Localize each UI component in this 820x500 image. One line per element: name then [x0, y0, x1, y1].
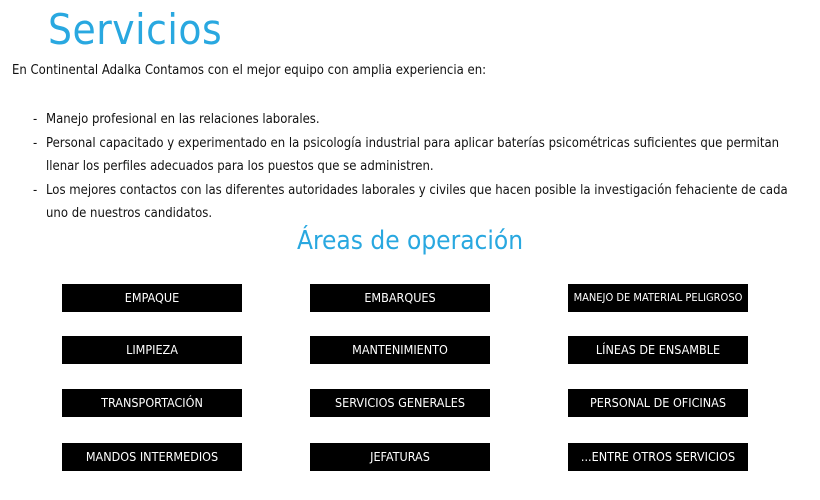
bullet-dash: -	[33, 112, 38, 127]
intro-text: En Continental Adalka Contamos con el mejor equipo con amplia experiencia en:	[12, 63, 487, 78]
area-lineas-de-ensamble: LÍNEAS DE ENSAMBLE	[568, 336, 748, 364]
bullet-dash: -	[33, 182, 38, 198]
page-title: Servicios	[48, 5, 223, 54]
area-manejo-material-peligroso: MANEJO DE MATERIAL PELIGROSO	[568, 284, 748, 312]
list-item-text: Los mejores contactos con las diferentes autoridades laborales y civiles que hacen posible la investigación fehaciente de cada uno de nuestros candidatos.	[46, 182, 788, 221]
list-item-text: Manejo profesional en las relaciones laborales.	[46, 112, 320, 127]
list-item	[33, 132, 813, 179]
list-item-text: Personal capacitado y experimentado en la psicología industrial para aplicar baterías psicométricas suficientes que permitan llenar los perfiles adecuados para los puestos que se administren.	[46, 135, 780, 174]
bullet-dash: -	[33, 135, 38, 151]
area-mantenimiento: MANTENIMIENTO	[310, 336, 490, 364]
areas-title: Áreas de operación	[296, 226, 524, 256]
area-entre-otros-servicios: ...ENTRE OTROS SERVICIOS	[568, 443, 748, 471]
area-transportacion: TRANSPORTACIÓN	[62, 389, 242, 417]
area-limpieza: LIMPIEZA	[62, 336, 242, 364]
area-mandos-intermedios: MANDOS INTERMEDIOS	[62, 443, 242, 471]
services-list	[33, 108, 813, 226]
area-jefaturas: JEFATURAS	[310, 443, 490, 471]
area-personal-de-oficinas: PERSONAL DE OFICINAS	[568, 389, 748, 417]
area-empaque: EMPAQUE	[62, 284, 242, 312]
area-embarques: EMBARQUES	[310, 284, 490, 312]
list-item	[33, 108, 813, 132]
list-item	[33, 179, 813, 226]
area-servicios-generales: SERVICIOS GENERALES	[310, 389, 490, 417]
